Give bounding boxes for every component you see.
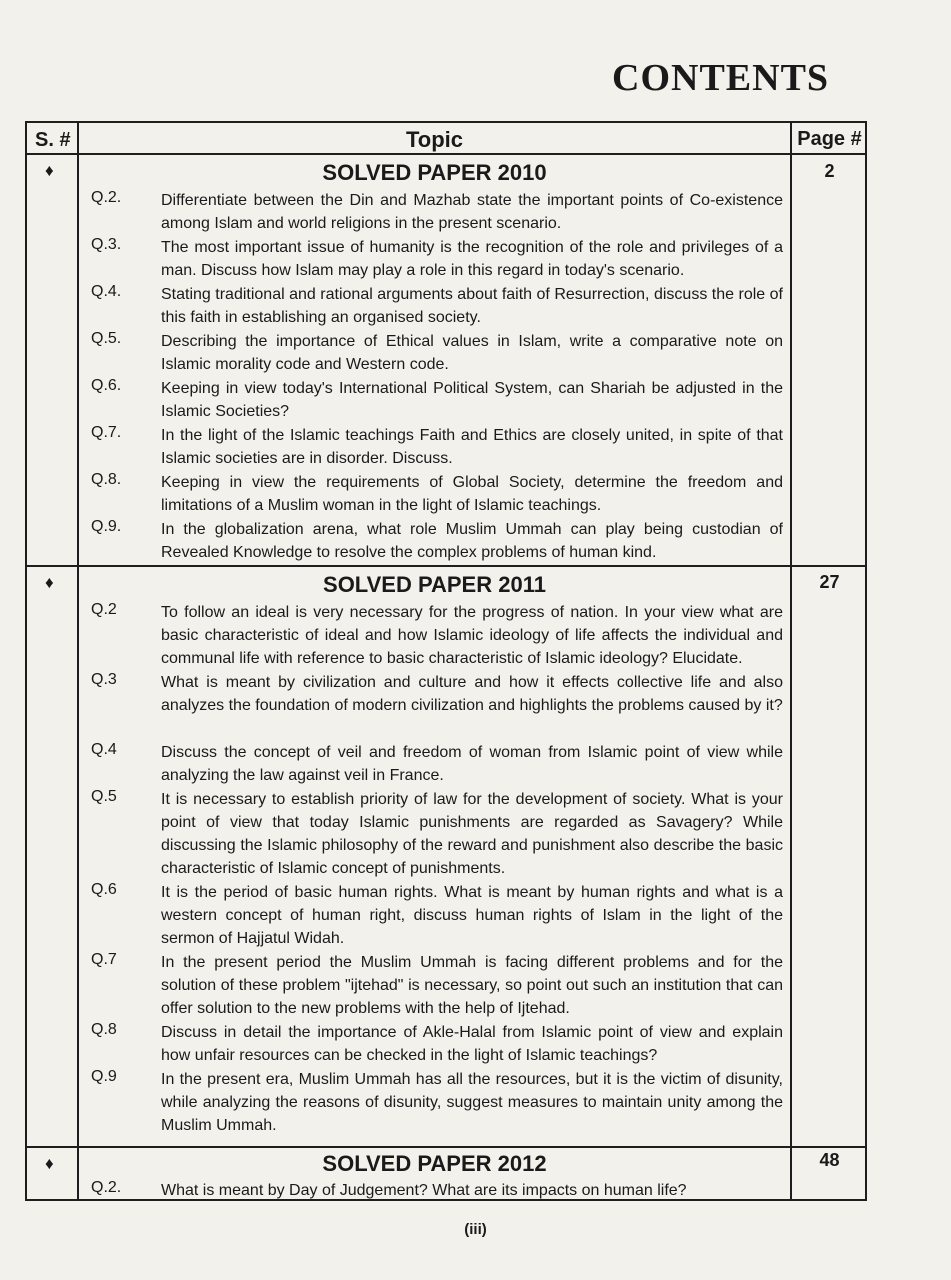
page-number: 2	[824, 161, 835, 181]
question-text: In the light of the Islamic teachings Faith and Ethics are closely united, in spite of that Islamic societies are in disorder. Discuss.	[161, 427, 783, 467]
question-number: Q.7	[91, 951, 117, 968]
question-text: Discuss the concept of veil and freedom of woman from Islamic point of view while analyzing the law against veil in France.	[161, 744, 783, 784]
column-divider-sn	[77, 123, 79, 1199]
header-divider	[27, 153, 865, 155]
question-number: Q.6	[91, 881, 117, 898]
question-text: Differentiate between the Din and Mazhab state the important points of Co-existence among Islam and world religions in the present scenario.	[161, 192, 783, 232]
question-text: Discuss in detail the importance of Akle-Halal from Islamic point of view and explain how unfair resources can be checked in the light of Islamic teachings?	[161, 1024, 783, 1064]
question-number: Q.8.	[91, 471, 122, 488]
question-number: Q.7.	[91, 424, 122, 441]
question-number: Q.2.	[91, 189, 122, 206]
question-number: Q.9	[91, 1068, 117, 1085]
question-text: In the present period the Muslim Ummah is facing different problems and for the solution of these problem "ijtehad" is necessary, so point out such an institution that can offer solution to the new problems with the help of Ijtehad.	[161, 954, 783, 1017]
column-divider-page	[790, 123, 792, 1199]
question-text: Stating traditional and rational arguments about faith of Resurrection, discuss the role of this faith in establishing an organised society.	[161, 286, 783, 326]
question-text: In the present era, Muslim Ummah has all the resources, but it is the victim of disunity, while analyzing the reasons of disunity, suggest measures to maintain unity among the Muslim Ummah.	[161, 1071, 783, 1134]
question-text: What is meant by civilization and culture and how it effects collective life and also analyzes the foundation of modern civilization and highlights the problems caused by it?	[161, 674, 783, 714]
section-divider	[27, 565, 865, 567]
question-text: Keeping in view today's International Political System, can Shariah be adjusted in the Islamic Societies?	[161, 380, 783, 420]
section-divider	[27, 1146, 865, 1148]
page-number: 27	[819, 572, 840, 592]
section-title: SOLVED PAPER 2010	[322, 160, 547, 185]
page-number: 48	[819, 1150, 840, 1170]
header-page: Page #	[797, 128, 862, 150]
question-text: Keeping in view the requirements of Global Society, determine the freedom and limitations of a Muslim woman in the light of Islamic teachings.	[161, 474, 783, 514]
question-text: Describing the importance of Ethical values in Islam, write a comparative note on Islamic morality code and Western code.	[161, 333, 783, 373]
header-topic: Topic	[405, 127, 464, 152]
question-text: In the globalization arena, what role Muslim Ummah can play being custodian of Revealed Knowledge to resolve the complex problems of human kind.	[161, 521, 783, 561]
question-number: Q.9.	[91, 518, 122, 535]
question-text: It is necessary to establish priority of law for the development of society. What is your point of view that today Islamic punishments are regarded as Savagery? While discussing the Islamic philosophy of the reward and punishment also describe the basic characteristic of Islamic concept of punishments.	[161, 791, 783, 877]
question-number: Q.2.	[91, 1179, 122, 1196]
question-text: What is meant by Day of Judgement? What are its impacts on human life?	[161, 1182, 687, 1199]
contents-table	[25, 121, 867, 1201]
question-number: Q.4.	[91, 283, 122, 300]
question-text: It is the period of basic human rights. What is meant by human rights and what is a western concept of human right, discuss human rights of Islam in the light of the sermon of Hajjatul Widah.	[161, 884, 783, 947]
page-title: CONTENTS	[612, 57, 830, 99]
question-number: Q.5.	[91, 330, 122, 347]
diamond-marker: ♦	[45, 1154, 54, 1173]
diamond-marker: ♦	[45, 573, 54, 592]
question-text: To follow an ideal is very necessary for the progress of nation. In your view what are basic characteristic of ideal and how Islamic ideology of life affects the individual and communal life with reference to basic characteristic of Islamic ideology? Elucidate.	[161, 604, 783, 667]
diamond-marker: ♦	[45, 161, 54, 180]
question-number: Q.3	[91, 671, 117, 688]
question-number: Q.5	[91, 788, 117, 805]
question-number: Q.8	[91, 1021, 117, 1038]
section-title: SOLVED PAPER 2011	[323, 572, 546, 597]
header-sn: S. #	[35, 129, 71, 151]
question-number: Q.6.	[91, 377, 122, 394]
section-title: SOLVED PAPER 2012	[322, 1151, 547, 1176]
page-number-footer: (iii)	[464, 1221, 487, 1238]
question-number: Q.3.	[91, 236, 122, 253]
question-number: Q.4	[91, 741, 117, 758]
question-text: The most important issue of humanity is the recognition of the role and privileges of a man. Discuss how Islam may play a role in this regard in today's scenario.	[161, 239, 783, 279]
question-number: Q.2	[91, 601, 117, 618]
